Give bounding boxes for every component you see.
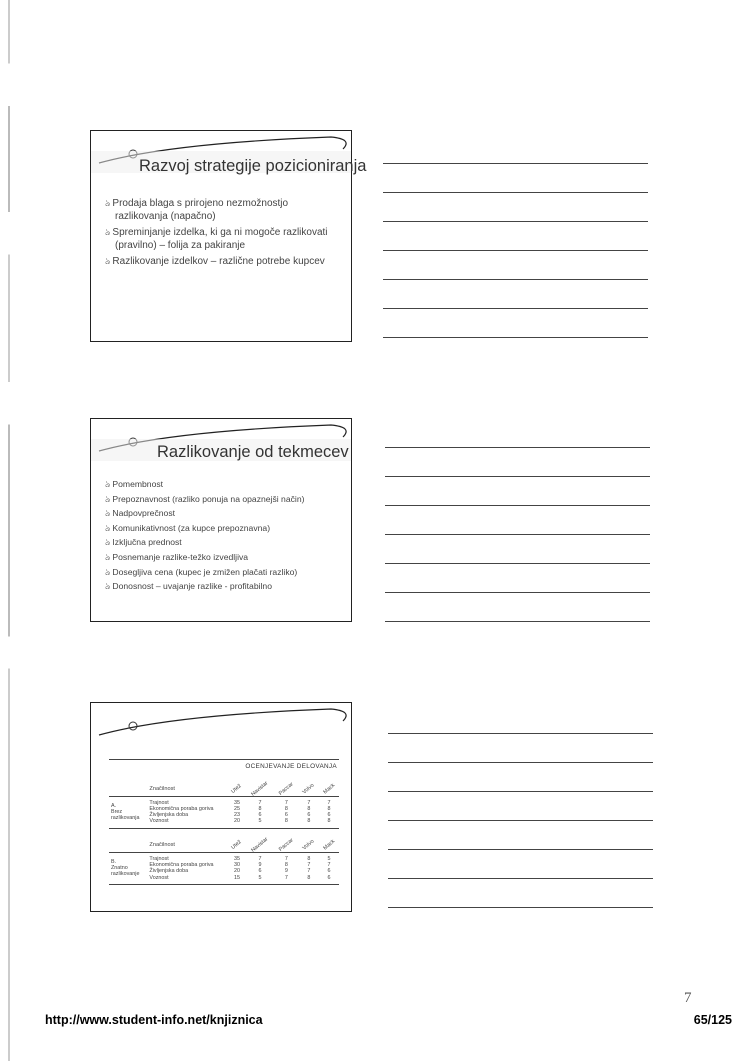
table-cell: 5 [258,874,262,881]
page-number: 7 [684,990,692,1006]
note-line [385,592,650,593]
table-cell: 20 [233,818,240,825]
column-header: Navistar [250,780,270,798]
table-cell: 8 [284,818,288,825]
feature-label: Značilnost [149,842,175,849]
note-line [383,250,648,251]
table-cell: Trajnost [149,855,169,862]
slide-3 [90,702,352,912]
table-cell: 5 [327,855,331,862]
note-line [388,849,653,850]
feature-label: Značilnost [149,786,175,793]
note-line [388,820,653,821]
group-label: A. Brez razlikovanja [111,803,140,822]
column-header-row [109,828,339,852]
table-cell: 8 [307,874,311,881]
bullet-item: ঌ Donosnost – uvajanje razlike - profitabilno [105,581,272,592]
note-line [385,505,650,506]
slide-2 [90,418,352,622]
column-header: Utež [230,839,244,852]
table-cell: 7 [327,861,331,868]
table-cell: 9 [284,868,288,875]
note-line [385,563,650,564]
note-line [383,279,648,280]
table-cell: 7 [307,799,311,806]
note-line [388,791,653,792]
performance-table-wrap [109,759,339,885]
table-cell: 8 [284,805,288,812]
table-cell: Trajnost [149,799,169,806]
note-line [383,163,648,164]
table-cell: 7 [258,799,262,806]
bullet-item: ঌ Pomembnost [105,479,164,489]
table-cell: 6 [307,812,311,819]
bullet-item: ঌ Prodaja blaga s prirojeno nezmožnostjo razlikovanja (napačno) [105,198,289,222]
table-cell: Voznost [149,874,169,881]
column-header-row [109,772,339,796]
table-cell: 9 [258,861,262,868]
table-cell: 7 [284,799,288,806]
table-cell: 8 [327,818,331,825]
table-cell: 25 [233,805,240,812]
table-cell: 8 [307,818,311,825]
table-cell: 23 [233,812,240,819]
table-cell: 7 [307,861,311,868]
table-cell: 6 [327,812,331,819]
table-cell: 6 [327,868,331,875]
table-cell: 8 [284,861,288,868]
table-cell: Ekonomična poraba goriva [149,861,214,868]
table-cell: Ekonomična poraba goriva [149,805,214,812]
bullet-item: ঌ Komunikativnost (za kupce prepoznavna) [105,522,271,533]
column-header: Volvo [301,782,316,796]
bullet-item: ঌ Nadpovprečnost [105,508,176,519]
table-cell: 7 [327,799,331,806]
bullet-list [105,197,343,271]
scan-edge [8,0,10,1061]
bullet-item: ঌ Dosegljiva cena (kupec je zmižen plačati razliko) [105,566,298,577]
bullet-item: ঌ Posnemanje razlike-težko izvedljiva [105,551,249,562]
note-line [383,308,648,309]
table-cell: 20 [233,868,240,875]
table-cell: 15 [233,874,240,881]
column-header: Utež [230,783,244,796]
table-cell: 30 [233,861,240,868]
column-header: Paccar [277,781,295,797]
bullet-list [105,479,343,596]
source-link[interactable]: http://www.student-info.net/knjiznica [45,1013,263,1027]
column-header: Navistar [250,836,270,855]
note-line [383,192,648,193]
note-line [385,534,650,535]
group-label: B. Znatno razlikovanje [111,859,140,878]
note-line [383,221,648,222]
note-line [388,762,653,763]
note-line [388,907,653,908]
note-line [385,447,650,448]
table-cell: 8 [307,805,311,812]
slide-title: Razlikovanje od tekmecev [157,443,349,461]
note-line [385,476,650,477]
performance-table [109,772,339,885]
table-cell: 6 [258,812,262,819]
bullet-item: ঌ Spreminjanje izdelka, ki ga ni mogoče razlikovati (pravilno) – folija za pakiranje [105,227,328,251]
table-cell: 7 [284,855,288,862]
column-header: Paccar [277,837,295,854]
note-line [383,337,648,338]
table-cell: 35 [233,799,240,806]
table-cell: 7 [284,874,288,881]
swoosh-logo-icon [91,703,351,748]
slide-1 [90,130,367,342]
table-cell: 7 [258,855,262,862]
table-cell: 35 [233,855,240,862]
table-cell: 8 [307,855,311,862]
column-header: Volvo [301,838,316,852]
table-cell: 7 [307,868,311,875]
table-cell: 5 [258,818,262,825]
page-count: 65/125 [693,1013,732,1027]
table-cell: 6 [327,874,331,881]
bullet-item: ঌ Prepoznavnost (razliko ponuja na opaznejši način) [105,493,305,504]
bullet-item: ঌ Izključna prednost [105,537,182,548]
column-header: Mack [322,782,336,796]
slide-title: Razvoj strategije pozicioniranja [139,157,367,175]
table-cell: 6 [284,812,288,819]
table-cell: Življenjska doba [149,812,189,819]
bullet-item: ঌ Razlikovanje izdelkov – različne potrebe kupcev [105,256,325,267]
note-line [388,878,653,879]
table-cell: 6 [258,868,262,875]
note-line [388,733,653,734]
column-header: Mack [322,838,336,852]
table-cell: Voznost [149,818,169,825]
table-header: OCENJEVANJE DELOVANJA [245,763,337,770]
note-line [385,621,650,622]
table-cell: 8 [327,805,331,812]
table-cell: Življenjska doba [149,868,189,875]
table-cell: 8 [258,805,262,812]
